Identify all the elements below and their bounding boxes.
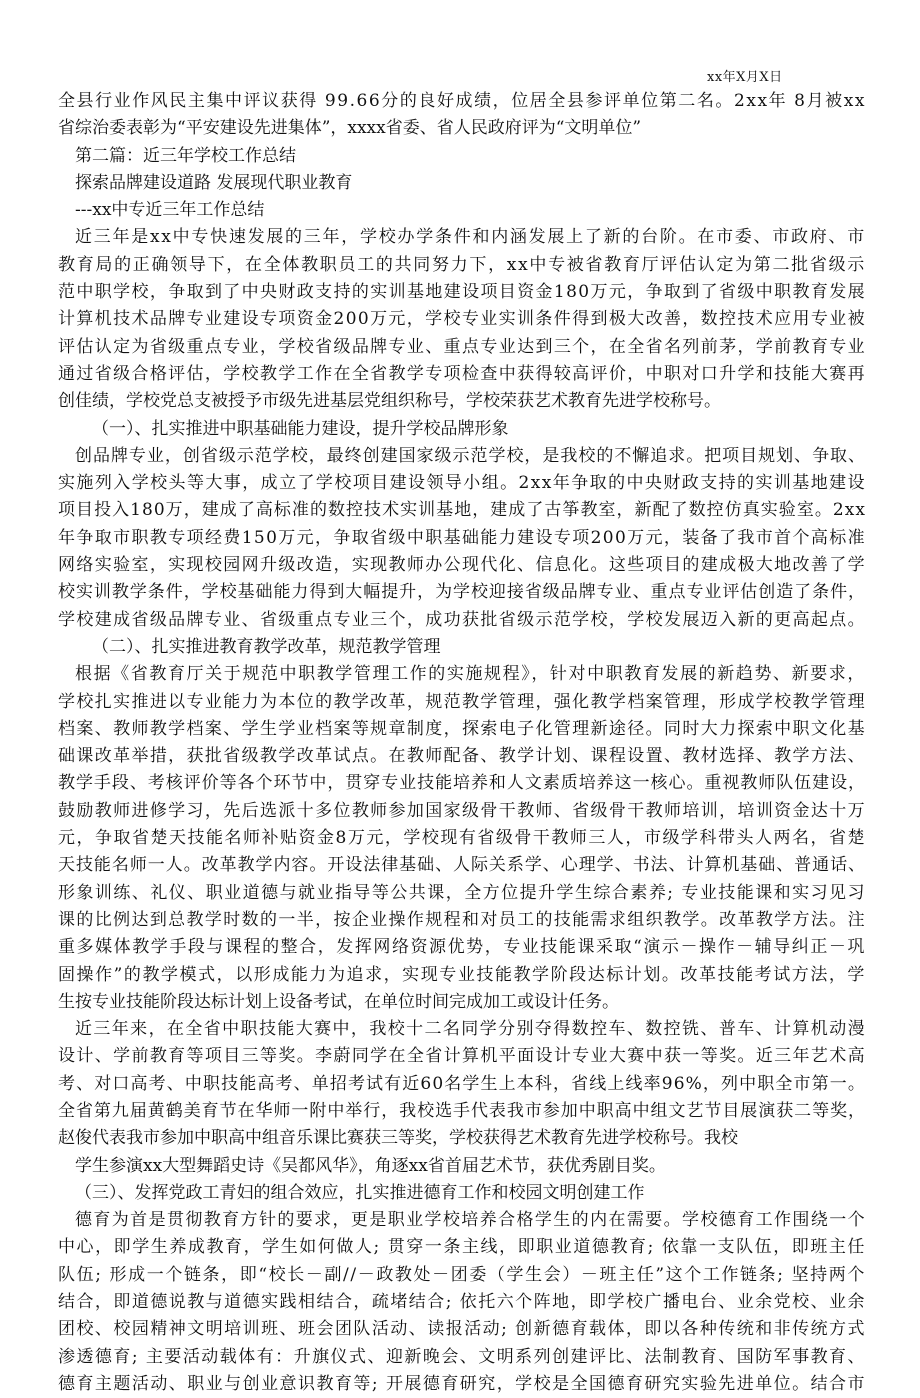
text-line: 固操作”的教学模式，以形成能力为追求，实现专业技能教学阶段达标计划。改革技能考试方法，学 bbox=[58, 964, 866, 985]
text-line: 校实训教学条件，学校基础能力得到大幅提升，为学校迎接省级品牌专业、重点专业评估创造了条件， bbox=[58, 582, 866, 603]
text-line: 天技能名师一人。改革教学内容。开设法律基础、人际关系学、心理学、书法、计算机基础、普通话、 bbox=[58, 855, 866, 876]
text-line: 探索品牌建设道路 发展现代职业教育 bbox=[75, 172, 353, 193]
text-line: （二）、扎实推进教育教学改革，规范教学管理 bbox=[92, 636, 441, 657]
text-line: 鼓励教师进修学习，先后选派十多位教师参加国家级骨干教师、省级骨干教师培训，培训资金达十万 bbox=[58, 800, 866, 821]
text-line: 近三年是xx中专快速发展的三年，学校办学条件和内涵发展上了新的台阶。在市委、市政府、市 bbox=[75, 227, 866, 248]
text-line: 队伍; 形成一个链条，即“校长－副//－政教处－团委（学生会）－班主任”这个工作链条; 坚持两个 bbox=[58, 1264, 866, 1285]
text-line: 德育主题活动、职业与创业意识教育等; 开展德育研究，学校是全国德育研究实验先进单位。结合市 bbox=[58, 1373, 866, 1394]
text-line: 元，争取省楚天技能名师补贴资金8万元，学校现有省级骨干教师三人，市级学科带头人两名，省楚 bbox=[58, 828, 866, 849]
text-line: 生按专业技能阶段达标计划上设备考试，在单位时间完成加工或设计任务。 bbox=[58, 991, 619, 1012]
text-line: 全省第九届黄鹤美育节在华师一附中举行，我校选手代表我市参加中职高中组文艺节目展演获二等奖， bbox=[58, 1100, 866, 1121]
text-line: （三）、发挥党政工青妇的组合效应，扎实推进德育工作和校园文明创建工作 bbox=[75, 1182, 645, 1203]
text-line: 范中职学校，争取到了中央财政支持的实训基地建设项目资金180万元，争取到了省级中职教育发展 bbox=[58, 282, 866, 303]
text-line: 德育为首是贯彻教育方针的要求，更是职业学校培养合格学生的内在需要。学校德育工作围绕一个 bbox=[75, 1210, 866, 1231]
text-line: 中心，即学生养成教育，学生如何做人; 贯穿一条主线，即职业道德教育; 依靠一支队伍，即班主任 bbox=[58, 1237, 866, 1258]
text-line: 学校建成省级品牌专业、省级重点专业三个，成功获批省级示范学校，学校发展迈入新的更高起点。 bbox=[58, 609, 866, 630]
text-line: 设计、学前教育等项目三等奖。李蔚同学在全省计算机平面设计专业大赛中获一等奖。近三年艺术高 bbox=[58, 1046, 866, 1067]
text-line: 教育局的正确领导下，在全体教职员工的共同努力下，xx中专被省教育厅评估认定为第二批省级示 bbox=[58, 254, 866, 275]
text-line: 考、对口高考、中职技能高考、单招考试有近60名学生上本科，省线上线率96%，列中职全市第一。 bbox=[58, 1073, 866, 1094]
text-line: 团校、校园精神文明培训班、班会团队活动、读报活动; 创新德育载体，即以各种传统和非传统方式 bbox=[58, 1319, 866, 1340]
document-body bbox=[58, 88, 866, 1398]
text-line: 赵俊代表我市参加中职高中组音乐课比赛获三等奖，学校获得艺术教育先进学校称号。我校 bbox=[58, 1128, 738, 1149]
text-line: 第二篇：近三年学校工作总结 bbox=[75, 145, 296, 166]
text-line: 网络实验室，实现校园网升级改造，实现教师办公现代化、信息化。这些项目的建成极大地改善了学 bbox=[58, 555, 866, 576]
text-line: 评估认定为省级重点专业，学校省级品牌专业、重点专业达到三个，在全省名列前茅，学前教育专业 bbox=[58, 336, 866, 357]
text-line: 形象训练、礼仪、职业道德与就业指导等公共课，全方位提升学生综合素养; 专业技能课和实习见习 bbox=[58, 882, 866, 903]
text-line: 创佳绩，学校党总支被授予市级先进基层党组织称号，学校荣获艺术教育先进学校称号。 bbox=[58, 391, 721, 412]
text-line: ---xx中专近三年工作总结 bbox=[75, 200, 265, 221]
text-line: 学校扎实推进以专业能力为本位的教学改革，规范教学管理，强化教学档案管理，形成学校教学管理 bbox=[58, 691, 866, 712]
text-line: 渗透德育; 主要活动载体有：升旗仪式、迎新晚会、文明系列创建评比、法制教育、国防军事教育、 bbox=[58, 1346, 866, 1367]
text-line: 教学手段、考核评价等各个环节中，贯穿专业技能培养和人文素质培养这一核心。重视教师队伍建设， bbox=[58, 773, 866, 794]
text-line: 近三年来，在全省中职技能大赛中，我校十二名同学分别夺得数控车、数控铣、普车、计算机动漫 bbox=[75, 1019, 866, 1040]
text-line: 实施列入学校头等大事，成立了学校项目建设领导小组。2xx年争取的中央财政支持的实训基地建设 bbox=[58, 473, 866, 494]
text-line: 年争取市职教专项经费150万元，争取省级中职基础能力建设专项200万元，装备了我市首个高标准 bbox=[58, 527, 866, 548]
text-line: （一）、扎实推进中职基础能力建设，提升学校品牌形象 bbox=[92, 418, 509, 439]
header-date: xx年X月X日 bbox=[707, 70, 783, 85]
text-line: 省综治委表彰为“平安建设先进集体”，xxxx省委、省人民政府评为“文明单位” bbox=[58, 118, 642, 139]
text-line: 学生参演xx大型舞蹈史诗《吴都风华》，角逐xx省首届艺术节，获优秀剧目奖。 bbox=[75, 1155, 666, 1176]
text-line: 全县行业作风民主集中评议获得 99.66分的良好成绩，位居全县参评单位第二名。2xx年 8月被xx bbox=[58, 91, 866, 111]
text-line: 课的比例达到总教学时数的一半，按企业操作规程和对员工的技能需求组织教学。改革教学方法。注 bbox=[58, 909, 866, 930]
text-line: 通过省级合格评估，学校教学工作在全省教学专项检查中获得较高评价，中职对口升学和技能大赛再 bbox=[58, 363, 866, 384]
text-line: 项目投入180万，建成了高标准的数控技术实训基地，建成了古筝教室，新配了数控仿真实验室。2xx bbox=[58, 500, 866, 521]
text-line: 结合，即道德说教与道德实践相结合，疏堵结合; 依托六个阵地，即学校广播电台、业余党校、业余 bbox=[58, 1292, 866, 1313]
text-line: 重多媒体教学手段与课程的整合，发挥网络资源优势，专业技能课采取“演示－操作－辅导纠正－巩 bbox=[58, 937, 866, 958]
text-line: 创品牌专业，创省级示范学校，最终创建国家级示范学校，是我校的不懈追求。把项目规划、争取、 bbox=[75, 445, 866, 466]
text-line: 计算机技术品牌专业建设专项资金200万元，学校专业实训条件得到极大改善，数控技术应用专业被 bbox=[58, 309, 866, 330]
text-line: 档案、教师教学档案、学生学业档案等规章制度，探索电子化管理新途径。同时大力探索中职文化基 bbox=[58, 718, 866, 739]
text-line: 根据《省教育厅关于规范中职教学管理工作的实施规程》，针对中职教育发展的新趋势、新要求， bbox=[75, 664, 866, 685]
text-line: 础课改革举措，获批省级教学改革试点。在教师配备、教学计划、课程设置、教材选择、教学方法、 bbox=[58, 746, 866, 767]
